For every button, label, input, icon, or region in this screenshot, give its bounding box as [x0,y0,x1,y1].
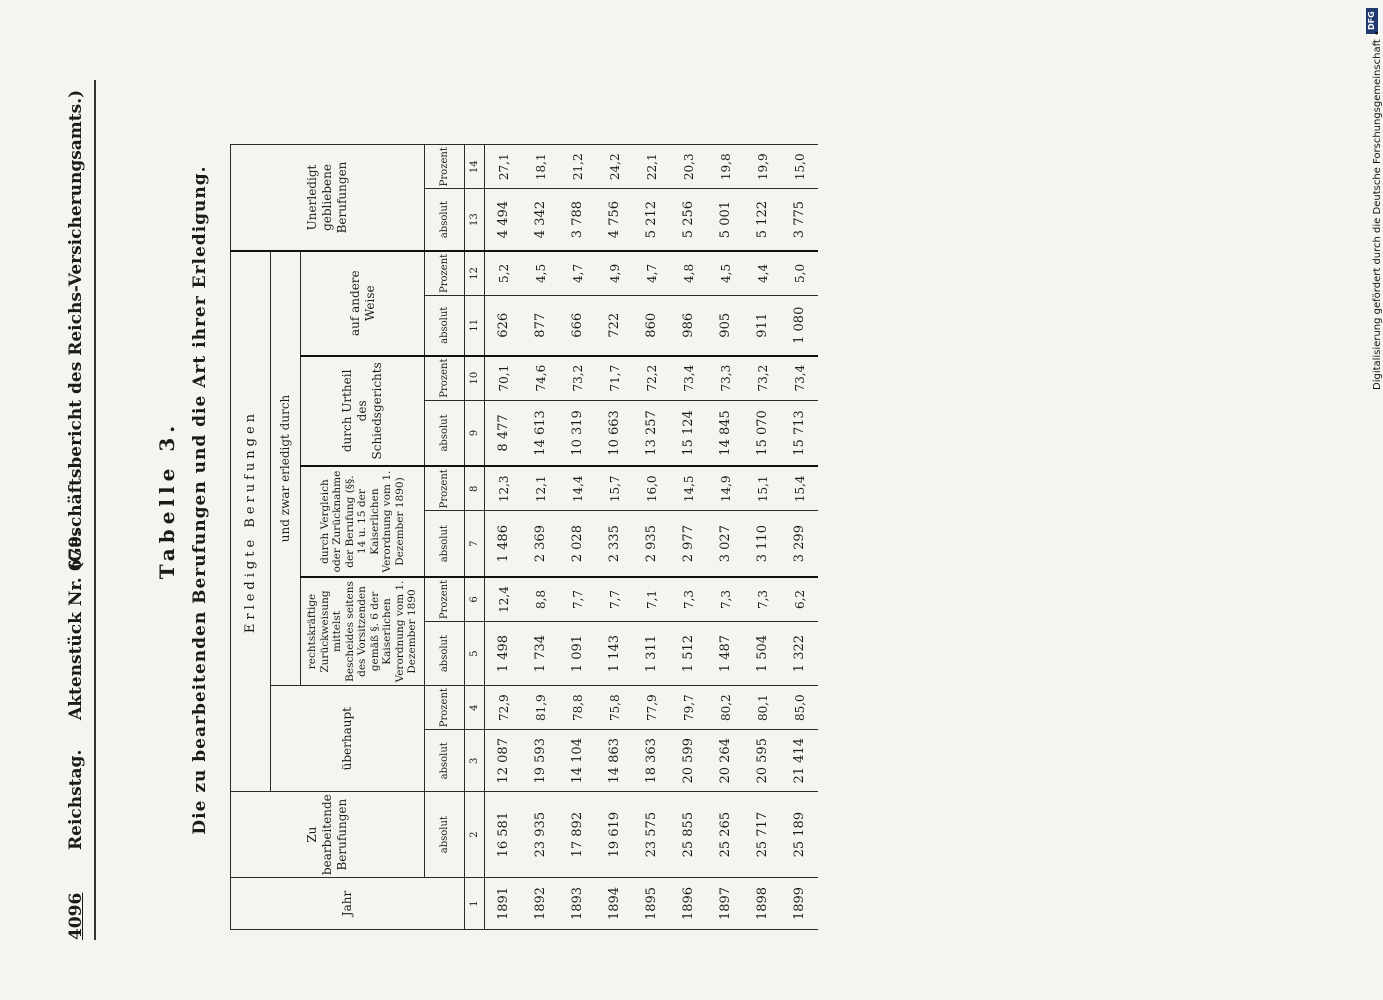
value-cell: 6,2 [781,577,818,622]
value-cell: 14 863 [596,730,633,792]
value-cell: 5 001 [707,189,744,251]
value-cell: 1 080 [781,296,818,356]
year-cell: 1894 [596,878,633,930]
column-number: 6 [465,577,485,622]
value-cell: 14 845 [707,400,744,466]
value-cell: 15 124 [670,400,707,466]
value-cell: 20 264 [707,730,744,792]
value-cell: 3 775 [781,189,818,251]
column-number: 10 [465,356,485,401]
column-number-row [465,145,485,930]
value-cell: 4,7 [633,251,670,296]
value-cell: 7,3 [670,577,707,622]
value-cell: 79,7 [670,686,707,730]
value-cell: 10 663 [596,400,633,466]
subheader-prozent: Prozent [425,577,465,622]
value-cell: 905 [707,296,744,356]
value-cell: 73,4 [781,356,818,401]
value-cell: 4,7 [559,251,596,296]
header-zurueckweisung: rechtskräftige Zurückweisung mittelst Bescheides seitens des Vorsitzenden gemäß §. 6 der Kaiserlichen Verordnung vom 1. Dezember 1890 [301,577,425,686]
year-cell: 1898 [744,878,781,930]
value-cell: 21,2 [559,145,596,189]
value-cell: 7,3 [744,577,781,622]
value-cell: 986 [670,296,707,356]
year-cell: 1893 [559,878,596,930]
value-cell: 2 335 [596,511,633,577]
value-cell: 17 892 [559,792,596,878]
table-title: Tabelle 3. [155,420,179,580]
header-subtitle: (Geschäftsbericht des Reichs-Versicherungsamts.) [66,89,86,570]
value-cell: 73,2 [559,356,596,401]
value-cell: 5 212 [633,189,670,251]
year-cell: 1899 [781,878,818,930]
header-ueberhaupt: überhaupt [271,686,425,792]
value-cell: 72,9 [485,686,523,730]
subheader-absolut: absolut [425,730,465,792]
value-cell: 80,1 [744,686,781,730]
value-cell: 722 [596,296,633,356]
value-cell: 3 788 [559,189,596,251]
value-cell: 666 [559,296,596,356]
year-cell: 1897 [707,878,744,930]
column-number: 13 [465,189,485,251]
value-cell: 5 256 [670,189,707,251]
value-cell: 1 504 [744,622,781,686]
header-rule [94,80,96,940]
value-cell: 19 619 [596,792,633,878]
value-cell: 4 494 [485,189,523,251]
value-cell: 3 110 [744,511,781,577]
column-number: 9 [465,400,485,466]
digitization-credit: Digitalisierung gefördert durch die Deutsche Forschungsgemeinschaft • [1372,30,1383,390]
value-cell: 15 713 [781,400,818,466]
header-erledigte: Erledigte Berufungen [231,251,271,792]
value-cell: 626 [485,296,523,356]
value-cell: 81,9 [522,686,559,730]
table-row [670,145,707,930]
value-cell: 1 734 [522,622,559,686]
value-cell: 5 122 [744,189,781,251]
value-cell: 12,4 [485,577,523,622]
table-row [522,145,559,930]
subheader-prozent: Prozent [425,356,465,401]
value-cell: 7,7 [559,577,596,622]
value-cell: 15,0 [781,145,818,189]
header-vergleich: durch Vergleich oder Zurücknahme der Berufung (§§. 14 u. 15 der Kaiserlichen Verordnung vom 1. Dezember 1890) [301,466,425,577]
value-cell: 25 265 [707,792,744,878]
value-cell: 1 091 [559,622,596,686]
value-cell: 15 070 [744,400,781,466]
value-cell: 25 717 [744,792,781,878]
value-cell: 14 613 [522,400,559,466]
subheader-prozent: Prozent [425,466,465,511]
value-cell: 20 599 [670,730,707,792]
value-cell: 74,6 [522,356,559,401]
value-cell: 12,3 [485,466,523,511]
table-row [781,145,818,930]
value-cell: 18,1 [522,145,559,189]
value-cell: 20,3 [670,145,707,189]
value-cell: 73,4 [670,356,707,401]
year-cell: 1896 [670,878,707,930]
subheader-absolut: absolut [425,622,465,686]
value-cell: 25 855 [670,792,707,878]
subheader-absolut: absolut [425,511,465,577]
value-cell: 13 257 [633,400,670,466]
value-cell: 23 935 [522,792,559,878]
table-row [559,145,596,930]
value-cell: 4,8 [670,251,707,296]
subheader-prozent: Prozent [425,686,465,730]
value-cell: 12,1 [522,466,559,511]
year-cell: 1892 [522,878,559,930]
value-cell: 4,9 [596,251,633,296]
value-cell: 4,5 [522,251,559,296]
value-cell: 5,2 [485,251,523,296]
subheader-absolut: absolut [425,296,465,356]
header-zu-bearbeitende: Zu bearbeitende Berufungen [231,792,425,878]
value-cell: 77,9 [633,686,670,730]
column-number: 12 [465,251,485,296]
value-cell: 8 477 [485,400,523,466]
value-cell: 72,2 [633,356,670,401]
value-cell: 16,0 [633,466,670,511]
subheader-absolut: absolut [425,189,465,251]
column-number: 1 [465,878,485,930]
header-urtheil: durch Urtheil des Schiedsgerichts [301,356,425,467]
value-cell: 4 756 [596,189,633,251]
value-cell: 85,0 [781,686,818,730]
value-cell: 14,4 [559,466,596,511]
value-cell: 22,1 [633,145,670,189]
value-cell: 3 027 [707,511,744,577]
column-number: 4 [465,686,485,730]
value-cell: 14,9 [707,466,744,511]
value-cell: 1 322 [781,622,818,686]
value-cell: 14 104 [559,730,596,792]
value-cell: 1 512 [670,622,707,686]
value-cell: 15,4 [781,466,818,511]
value-cell: 4 342 [522,189,559,251]
header-und-zwar: und zwar erledigt durch [271,251,301,686]
page-number: 4096 [66,892,86,940]
value-cell: 860 [633,296,670,356]
appeals-table [230,144,818,930]
value-cell: 70,1 [485,356,523,401]
value-cell: 23 575 [633,792,670,878]
value-cell: 1 498 [485,622,523,686]
value-cell: 2 935 [633,511,670,577]
table-row [707,145,744,930]
column-number: 14 [465,145,485,189]
table-caption: Die zu bearbeitenden Berufungen und die Art ihrer Erledigung. [190,165,210,835]
column-number: 7 [465,511,485,577]
value-cell: 75,8 [596,686,633,730]
column-number: 8 [465,466,485,511]
value-cell: 73,2 [744,356,781,401]
value-cell: 7,1 [633,577,670,622]
table-row [596,145,633,930]
column-number: 5 [465,622,485,686]
column-number: 3 [465,730,485,792]
value-cell: 16 581 [485,792,523,878]
table-body [485,145,819,930]
value-cell: 1 486 [485,511,523,577]
value-cell: 1 487 [707,622,744,686]
table-row [744,145,781,930]
dfg-logo: DFG [1366,8,1378,34]
header-unerledigt: Unerledigt gebliebene Berufungen [231,145,425,251]
value-cell: 15,7 [596,466,633,511]
publication-name: Reichstag. [66,749,86,850]
value-cell: 12 087 [485,730,523,792]
value-cell: 21 414 [781,730,818,792]
value-cell: 19,8 [707,145,744,189]
column-number: 2 [465,792,485,878]
year-cell: 1891 [485,878,523,930]
value-cell: 8,8 [522,577,559,622]
table-row [633,145,670,930]
value-cell: 25 189 [781,792,818,878]
value-cell: 71,7 [596,356,633,401]
value-cell: 4,4 [744,251,781,296]
subheader-absolut: absolut [425,792,465,878]
header-jahr: Jahr [231,878,465,930]
column-number: 11 [465,296,485,356]
value-cell: 10 319 [559,400,596,466]
value-cell: 2 369 [522,511,559,577]
table-row [485,145,523,930]
value-cell: 5,0 [781,251,818,296]
header-andere: auf andere Weise [301,251,425,356]
value-cell: 19,9 [744,145,781,189]
value-cell: 73,3 [707,356,744,401]
value-cell: 3 299 [781,511,818,577]
value-cell: 20 595 [744,730,781,792]
value-cell: 14,5 [670,466,707,511]
value-cell: 2 028 [559,511,596,577]
year-cell: 1895 [633,878,670,930]
value-cell: 19 593 [522,730,559,792]
value-cell: 877 [522,296,559,356]
value-cell: 78,8 [559,686,596,730]
document-number: Aktenstück Nr. 679. [66,529,86,720]
value-cell: 1 311 [633,622,670,686]
value-cell: 4,5 [707,251,744,296]
value-cell: 18 363 [633,730,670,792]
subheader-prozent: Prozent [425,145,465,189]
value-cell: 7,7 [596,577,633,622]
value-cell: 1 143 [596,622,633,686]
value-cell: 80,2 [707,686,744,730]
value-cell: 27,1 [485,145,523,189]
value-cell: 911 [744,296,781,356]
subheader-prozent: Prozent [425,251,465,296]
rotated-page-content [60,40,1050,940]
value-cell: 15,1 [744,466,781,511]
subheader-absolut: absolut [425,400,465,466]
value-cell: 7,3 [707,577,744,622]
value-cell: 2 977 [670,511,707,577]
value-cell: 24,2 [596,145,633,189]
